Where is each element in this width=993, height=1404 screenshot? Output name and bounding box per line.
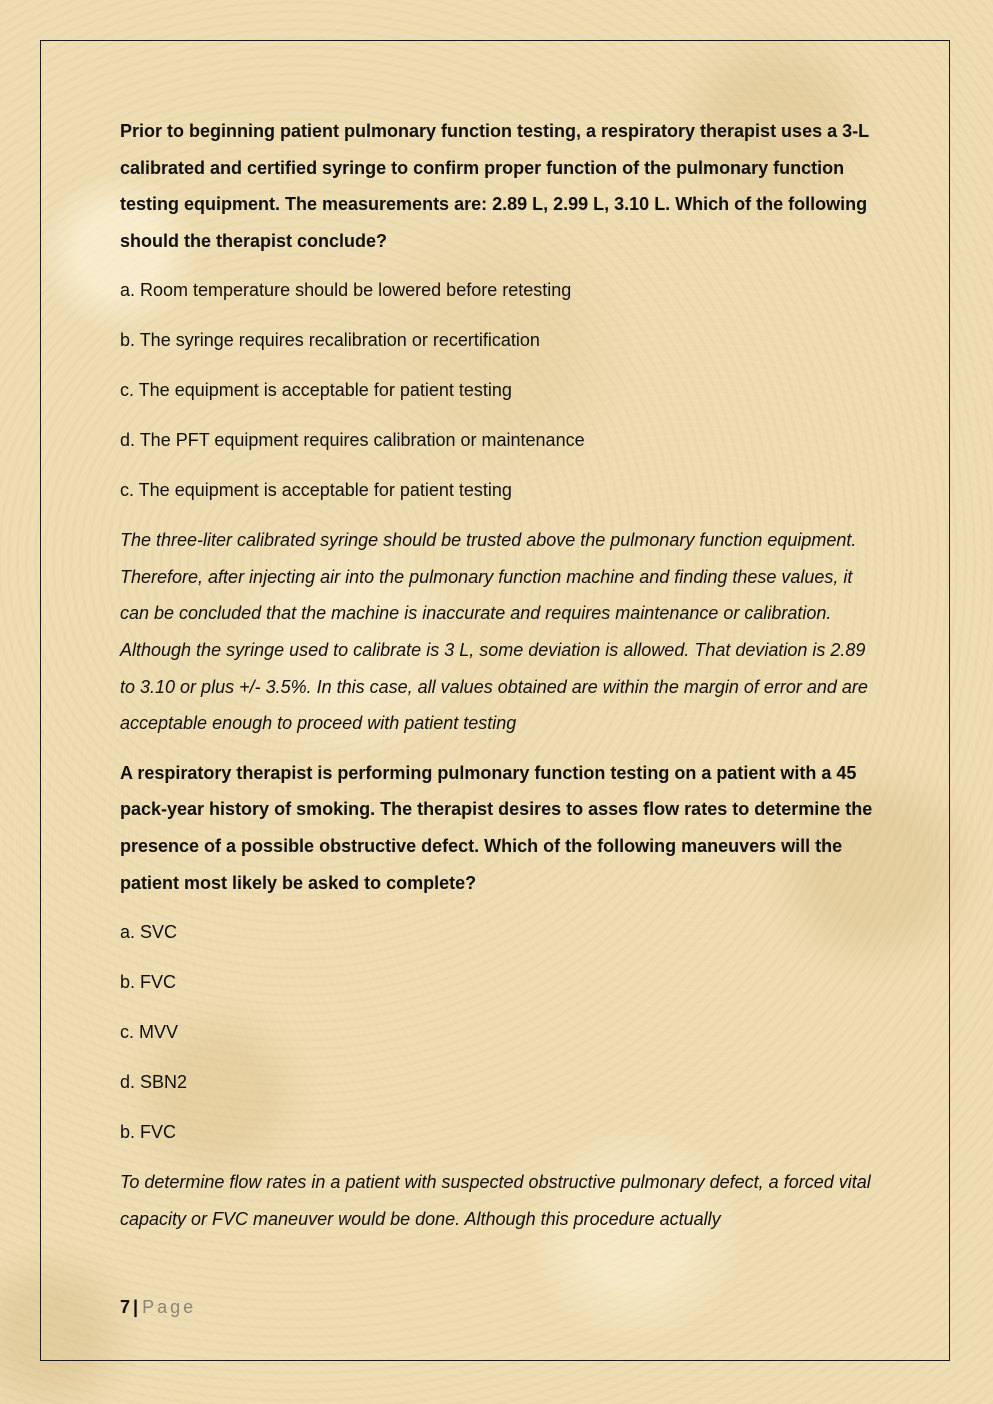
question-2-explanation: To determine flow rates in a patient with suspected obstructive pulmonary defect, a forced vital capacity or FVC maneuver would be done. Although this procedure actually (120, 1172, 871, 1229)
question-1-option-b: b. The syringe requires recalibration or recertification (120, 330, 540, 351)
question-1-option-d: d. The PFT equipment requires calibration or maintenance (120, 430, 585, 451)
page-number: 7 (120, 1297, 131, 1317)
question-2-text: A respiratory therapist is performing pulmonary function testing on a patient with a 45 pack-year history of smoking. The therapist desires to asses flow rates to determine the presence of a possible obstructive defect. Which of the following maneuvers will the patient most likely be asked to complete? (120, 762, 873, 893)
question-2-option-d: d. SBN2 (120, 1072, 188, 1093)
page-content (120, 113, 875, 1250)
question-2-option-a: a. SVC (120, 922, 178, 943)
page-separator: | (133, 1297, 139, 1317)
page-footer (120, 1294, 196, 1320)
question-2-option-b: b. FVC (120, 972, 177, 993)
question-2-answer: b. FVC (120, 1122, 177, 1143)
question-1-option-a: a. Room temperature should be lowered before retesting (120, 280, 572, 301)
question-1-answer: c. The equipment is acceptable for patient testing (120, 480, 512, 501)
question-2-option-c: c. MVV (120, 1022, 179, 1043)
page-label: Page (142, 1297, 197, 1317)
question-1-option-c: c. The equipment is acceptable for patient testing (120, 380, 512, 401)
question-1-explanation: The three-liter calibrated syringe should be trusted above the pulmonary function equipment. Therefore, after injecting air into the pulmonary function machine and finding these values, it can be concluded that the machine is inaccurate and requires maintenance or calibration. Although the syringe used to calibrate is 3 L, some deviation is allowed. That deviation is 2.89 to 3.10 or plus +/- 3.5%. In this case, all values obtained are within the margin of error and are acceptable enough to proceed with patient testing (120, 530, 868, 734)
question-1-text: Prior to beginning patient pulmonary function testing, a respiratory therapist uses a 3-L calibrated and certified syringe to confirm proper function of the pulmonary function testing equipment. The measurements are: 2.89 L, 2.99 L, 3.10 L. Which of the following should the therapist conclude? (120, 121, 869, 251)
